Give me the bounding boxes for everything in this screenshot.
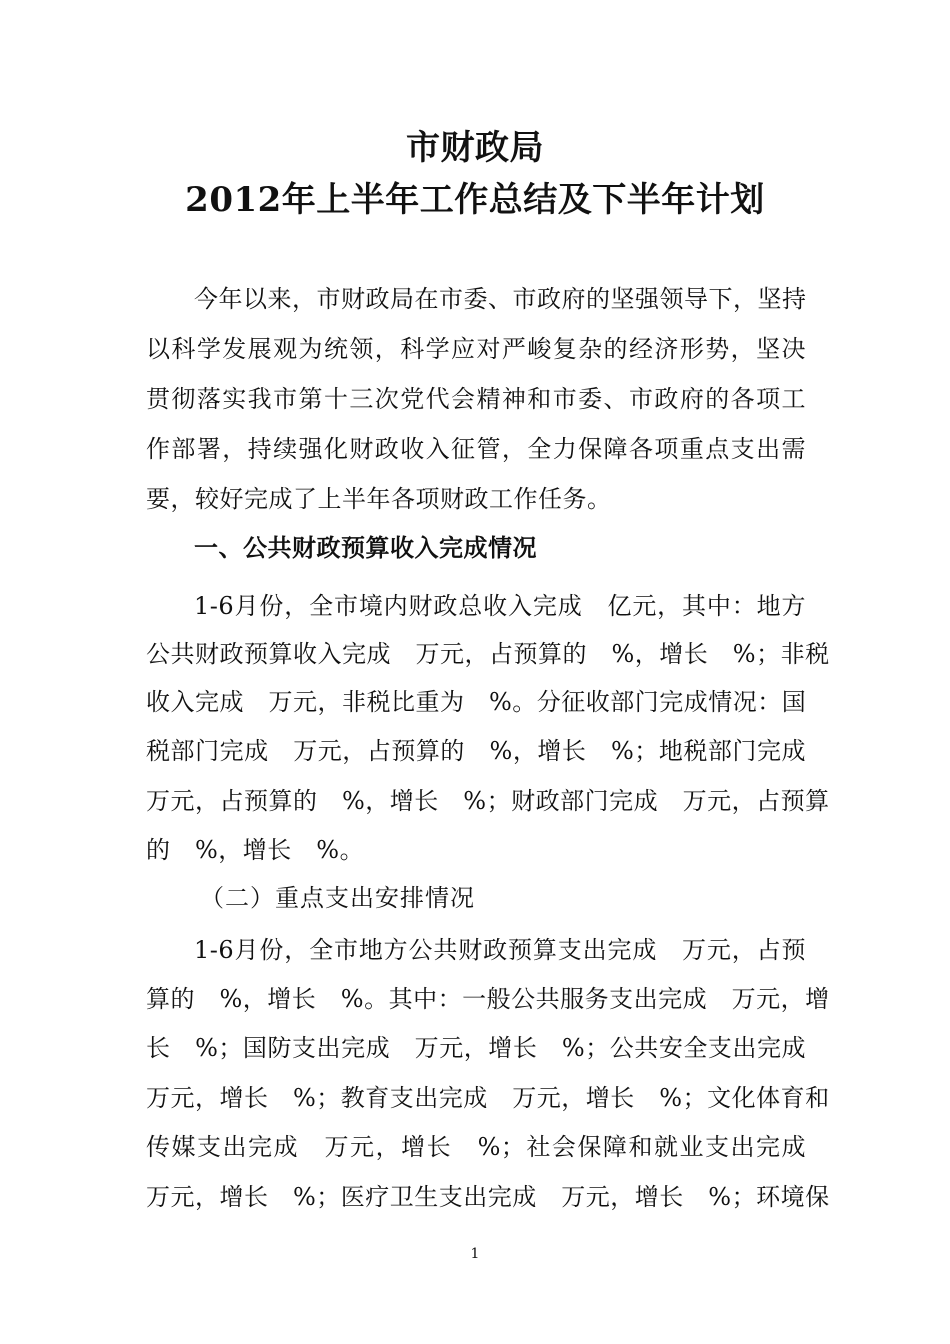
section-2-heading: （二）重点支出安排情况 (200, 884, 475, 912)
section-2-line: 万元，增长 %；医疗卫生支出完成 万元，增长 %；环境保 (146, 1183, 830, 1211)
document-title-line-2: 2012年上半年工作总结及下半年计划 (185, 180, 765, 220)
section-2-line: 万元，增长 %；教育支出完成 万元，增长 %；文化体育和 (146, 1084, 830, 1112)
section-2-line: 1-6月份，全市地方公共财政预算支出完成 万元，占预 (194, 936, 806, 964)
section-1-line: 的 %，增长 %。 (146, 836, 365, 864)
section-2-line: 算的 %，增长 %。其中：一般公共服务支出完成 万元，增 (146, 985, 830, 1013)
section-2-line: 长 %；国防支出完成 万元，增长 %；公共安全支出完成 (146, 1034, 806, 1062)
intro-line: 作部署，持续强化财政收入征管，全力保障各项重点支出需 (146, 435, 806, 463)
section-1-line: 万元，占预算的 %，增长 %；财政部门完成 万元，占预算 (146, 787, 830, 815)
section-1-heading: 一、公共财政预算收入完成情况 (194, 533, 537, 562)
section-2-line: 传媒支出完成 万元，增长 %；社会保障和就业支出完成 (146, 1133, 806, 1161)
intro-line: 贯彻落实我市第十三次党代会精神和市委、市政府的各项工 (146, 385, 806, 413)
section-1-line: 税部门完成 万元，占预算的 %，增长 %；地税部门完成 (146, 737, 806, 765)
section-1-line: 收入完成 万元，非税比重为 %。分征收部门完成情况：国 (146, 688, 807, 716)
section-1-line: 公共财政预算收入完成 万元，占预算的 %，增长 %；非税 (146, 640, 830, 668)
section-1-line: 1-6月份，全市境内财政总收入完成 亿元，其中：地方 (194, 592, 806, 620)
intro-line: 今年以来，市财政局在市委、市政府的坚强领导下，坚持 (194, 285, 807, 313)
intro-line: 要，较好完成了上半年各项财政工作任务。 (146, 485, 612, 513)
intro-line: 以科学发展观为统领，科学应对严峻复杂的经济形势，坚决 (146, 335, 806, 363)
document-title-line-1: 市财政局 (406, 128, 544, 168)
page-number: 1 (470, 1246, 480, 1262)
